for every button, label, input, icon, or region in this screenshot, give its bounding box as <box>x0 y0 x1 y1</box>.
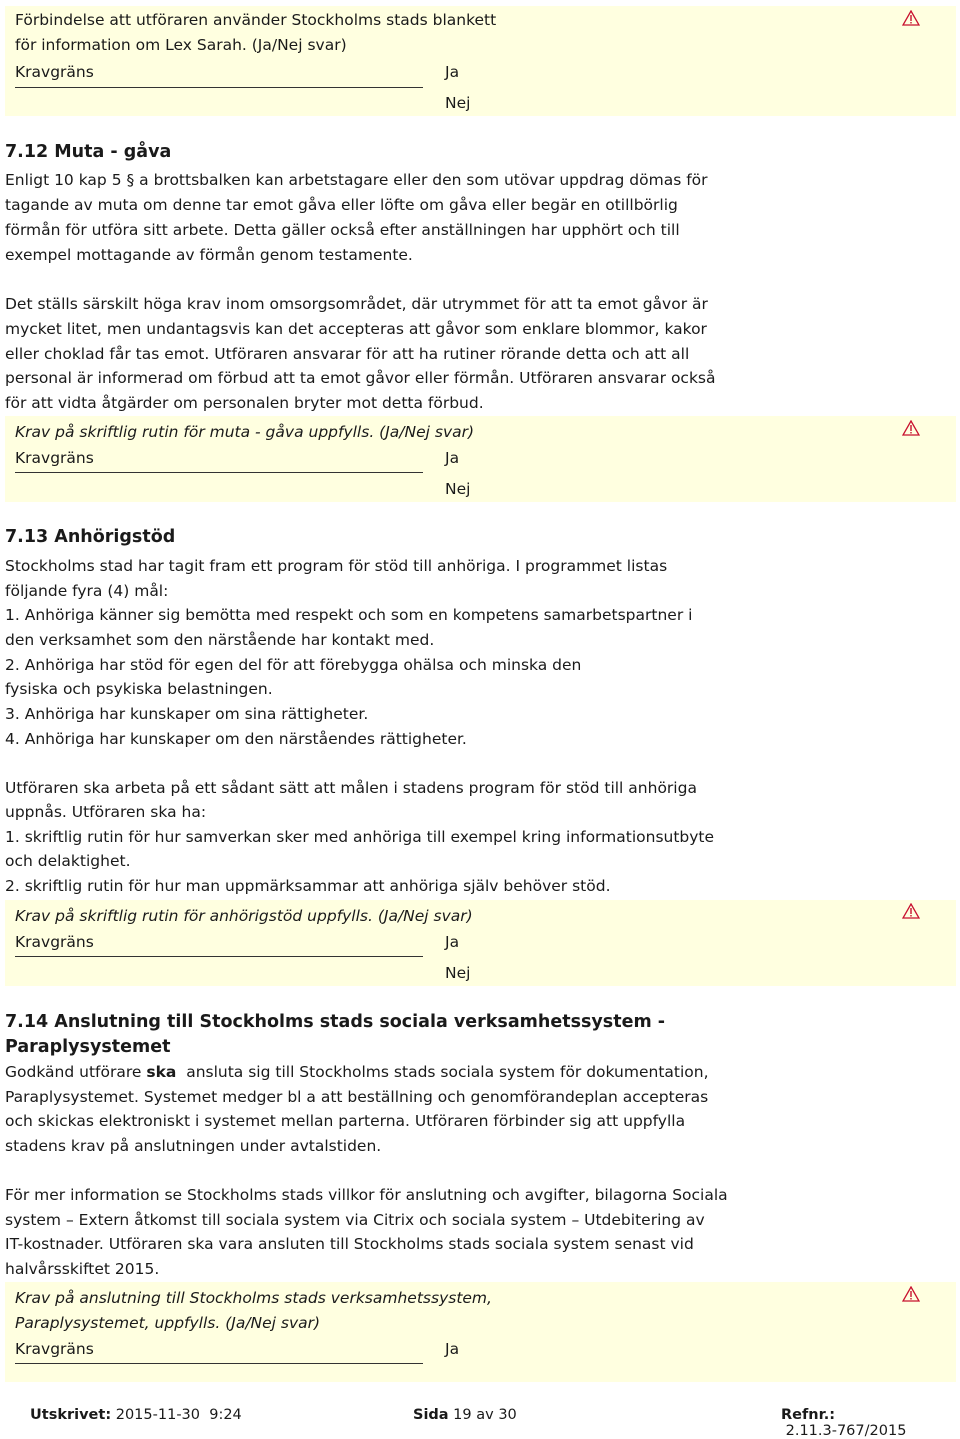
krav-title-anhorigstod: Krav på skriftlig rutin för anhörigstöd uppfylls. (Ja/Nej svar) <box>15 907 473 925</box>
kravgrans-rule <box>15 956 423 957</box>
paragraph-line <box>5 1060 785 1085</box>
paragraph-line: förmån för utföra sitt arbete. Detta gäller också efter anställningen har upphört och till <box>5 221 680 239</box>
kravgrans-label: Kravgräns <box>15 933 94 951</box>
footer-page <box>413 1407 517 1423</box>
kravgrans-rule <box>15 1363 423 1364</box>
warning-icon[interactable] <box>902 903 920 919</box>
footer-ref <box>781 1407 960 1439</box>
paragraph-line: tagande av muta om denne tar emot gåva eller löfte om gåva eller begär en otillbörlig <box>5 196 678 214</box>
list-item: fysiska och psykiska belastningen. <box>5 680 273 698</box>
paragraph-line: Enligt 10 kap 5 § a brottsbalken kan arbetstagare eller den som utövar uppdrag dömas för <box>5 171 708 189</box>
paragraph-line: Stockholms stad har tagit fram ett program för stöd till anhöriga. I programmet listas <box>5 557 668 575</box>
list-item: 1. Anhöriga känner sig bemötta med respekt och som en kompetens samarbetspartner i <box>5 606 693 624</box>
paragraph-line: för att vidta åtgärder om personalen bryter mot detta förbud. <box>5 394 484 412</box>
answer-ja[interactable]: Ja <box>445 1340 460 1358</box>
list-item: 1. skriftlig rutin för hur samverkan sker med anhöriga till exempel kring informationsutbyte <box>5 828 715 846</box>
section-heading-7-14-cont: Paraplysystemet <box>5 1037 171 1057</box>
footer-ref-value: 2.11.3-767/2015 <box>781 1423 907 1439</box>
section-heading-7-13: 7.13 Anhörigstöd <box>5 527 176 547</box>
warning-icon[interactable] <box>902 420 920 436</box>
list-item: och delaktighet. <box>5 852 131 870</box>
paragraph-line: För mer information se Stockholms stads villkor för anslutning och avgifter, bilagorna Sociala <box>5 1186 728 1204</box>
paragraph-line: mycket litet, men undantagsvis kan det accepteras att gåvor som enklare blommor, kakor <box>5 320 707 338</box>
answer-ja[interactable]: Ja <box>445 449 460 467</box>
paragraph-line: eller choklad får tas emot. Utföraren ansvarar för att ha rutiner rörande detta och att all <box>5 345 690 363</box>
footer-printed-label: Utskrivet: <box>30 1407 112 1423</box>
list-item: 3. Anhöriga har kunskaper om sina rättigheter. <box>5 705 369 723</box>
warning-icon[interactable] <box>902 10 920 26</box>
list-item: 2. skriftlig rutin för hur man uppmärksammar att anhöriga själv behöver stöd. <box>5 877 611 895</box>
warning-icon[interactable] <box>902 1286 920 1302</box>
krav-title-paraply-line-2: Paraplysystemet, uppfylls. (Ja/Nej svar) <box>15 1314 321 1332</box>
paragraph-line: stadens krav på anslutningen under avtalstiden. <box>5 1137 382 1155</box>
footer-page-label: Sida <box>413 1407 449 1423</box>
krav-title-muta: Krav på skriftlig rutin för muta - gåva uppfylls. (Ja/Nej svar) <box>15 423 475 441</box>
kravgrans-label: Kravgräns <box>15 449 94 467</box>
paragraph-line: och skickas elektroniskt i systemet mellan parterna. Utföraren förbinder sig att uppfylla <box>5 1112 686 1130</box>
paragraph-line: Utföraren ska arbeta på ett sådant sätt att målen i stadens program för stöd till anhöriga <box>5 779 697 797</box>
paragraph-line: IT-kostnader. Utföraren ska vara ansluten till Stockholms stads sociala system senast vid <box>5 1235 694 1253</box>
paragraph-line: personal är informerad om förbud att ta emot gåvor eller förmån. Utföraren ansvarar också <box>5 369 716 387</box>
footer-printed <box>30 1407 242 1423</box>
paragraph-line: exempel mottagande av förmån genom testamente. <box>5 246 413 264</box>
text-run-bold: ska <box>146 1063 177 1081</box>
list-item: den verksamhet som den närstående har kontakt med. <box>5 631 435 649</box>
kravgrans-rule <box>15 472 423 473</box>
text-run: Godkänd utförare <box>5 1063 147 1081</box>
paragraph-line: följande fyra (4) mål: <box>5 582 169 600</box>
krav-title-paraply-line-1: Krav på anslutning till Stockholms stads verksamhetssystem, <box>15 1289 492 1307</box>
footer-page-value: 19 av 30 <box>448 1407 517 1423</box>
answer-nej[interactable]: Nej <box>445 94 471 112</box>
krav-title-line-1: Förbindelse att utföraren använder Stockholms stads blankett <box>15 11 497 29</box>
krav-title-line-2: för information om Lex Sarah. (Ja/Nej svar) <box>15 36 347 54</box>
answer-nej[interactable]: Nej <box>445 964 471 982</box>
kravgrans-label: Kravgräns <box>15 63 94 81</box>
footer-printed-value: 2015-11-30 9:24 <box>111 1407 242 1423</box>
footer-ref-label: Refnr.: <box>781 1407 836 1423</box>
section-heading-7-14: 7.14 Anslutning till Stockholms stads sociala verksamhetssystem - <box>5 1012 666 1032</box>
paragraph-line: halvårsskiftet 2015. <box>5 1260 160 1278</box>
section-heading-7-12: 7.12 Muta - gåva <box>5 142 172 162</box>
list-item: 4. Anhöriga har kunskaper om den närståendes rättigheter. <box>5 730 467 748</box>
answer-ja[interactable]: Ja <box>445 933 460 951</box>
kravgrans-label: Kravgräns <box>15 1340 94 1358</box>
paragraph-line: Det ställs särskilt höga krav inom omsorgsområdet, där utrymmet för att ta emot gåvor är <box>5 295 708 313</box>
text-run: ansluta sig till Stockholms stads sociala system för dokumentation, <box>176 1063 709 1081</box>
list-item: 2. Anhöriga har stöd för egen del för att förebygga ohälsa och minska den <box>5 656 582 674</box>
kravgrans-rule <box>15 87 423 88</box>
answer-ja[interactable]: Ja <box>445 63 460 81</box>
paragraph-line: Paraplysystemet. Systemet medger bl a att beställning och genomförandeplan accepteras <box>5 1088 709 1106</box>
paragraph-line: uppnås. Utföraren ska ha: <box>5 803 207 821</box>
paragraph-line: system – Extern åtkomst till sociala system via Citrix och sociala system – Utdebitering av <box>5 1211 705 1229</box>
answer-nej[interactable]: Nej <box>445 480 471 498</box>
